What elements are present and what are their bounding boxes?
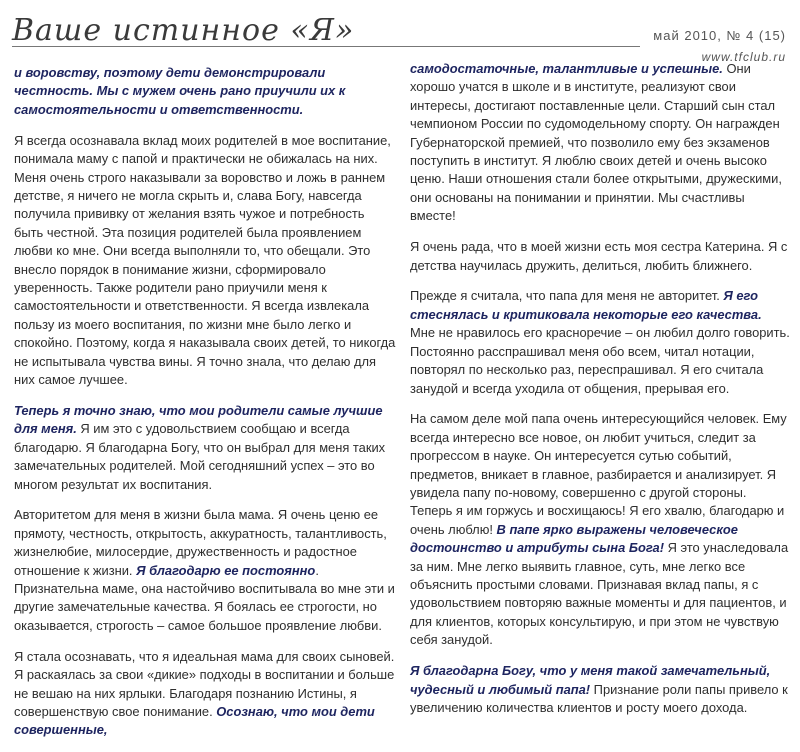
- paragraph: [14, 64, 397, 119]
- text-run: Я это унаследовала за ним. Мне легко выявить главное, суть, мне легко все объяснить простыми словами. Признавая вклад папы, я с удовольствием повторяю важные моменты и для пациентов, и для клиентов, которых консультирую, и при этом не чувствую себя занудой.: [410, 540, 789, 648]
- text-run: Я его стеснялась и критиковала некоторые его качества.: [410, 288, 762, 322]
- text-run: Они хорошо учатся в школе и в институте, реализуют свои интересы, достигают поставленные цели. Старший сын стал чемпионом России по судомодельному спорту. Он награжден Губернаторской премией, что позволило ему без экзаменов поступить в институт. Я люблю своих детей и очень высоко ценю. Наши отношения стали более открытыми, дружескими, они основаны на понимании и принятии. Мы счастливы вместе!: [410, 61, 782, 224]
- text-run: В папе ярко выражены человеческое достоинство и атрибуты сына Бога!: [410, 521, 738, 556]
- magazine-masthead: Ваше истинное «Я»: [12, 13, 355, 48]
- header-rule: [12, 46, 640, 47]
- paragraph: [410, 238, 790, 275]
- paragraph: [410, 410, 790, 649]
- text-run: Мне не нравилось его красноречие – он любил долго говорить. Постоянно расспрашивал меня обо всем, читал нотации, повторял по несколько раз, переспрашивал. Я его считала занудой и всегда уходила от общения, прерывая его.: [410, 325, 790, 396]
- text-run: Теперь я точно знаю, что мои родители самые лучшие для меня.: [14, 402, 383, 437]
- paragraph: [410, 662, 790, 717]
- paragraph: [14, 132, 397, 390]
- text-run: Я очень рада, что в моей жизни есть моя сестра Катерина. Я с детства научилась дружить, делиться, любить ближнего.: [410, 239, 788, 273]
- text-run: Я благодарю ее постоянно: [136, 562, 316, 578]
- text-run: Признание роли папы привело к увеличению количества клиентов и росту моего дохода.: [410, 681, 788, 715]
- text-run: Осознаю, что мои дети совершенные,: [14, 704, 375, 738]
- text-run: Прежде я считала, что папа для меня не авторитет.: [410, 288, 724, 304]
- text-run: На самом деле мой папа очень интересующийся человек. Ему всегда интересно все новое, он любит учиться, следит за прогрессом в науке. Он интересуется сутью событий, предметов, вникает в главное, разбирается и анализирует. Я увидела папу по-новому, совершенно с другой стороны. Теперь я им горжусь и восхищаюсь! Я его хвалю, благодарю и очень люблю!: [410, 411, 787, 537]
- paragraph: [14, 506, 397, 635]
- text-run: . Признательна маме, она настойчиво воспитывала во мне эти и другие замечательные качества. Я боялась ее строгости, но оказывается, строгость – самое большое проявление любви.: [14, 562, 395, 633]
- text-run: и воровству, поэтому дети демонстрировали честность. Мы с мужем очень рано приучили их к самостоятельности и ответственности.: [14, 65, 346, 117]
- text-run: Авторитетом для меня в жизни была мама. Я очень ценю ее прямоту, честность, открытость, аккуратность, талантливость, жизнелюбие, милосердие, дружественность и радостное отношение к жизни.: [14, 507, 387, 578]
- paragraph: [410, 60, 790, 226]
- issue-info: май 2010, № 4 (15): [653, 28, 786, 43]
- paragraph: [14, 402, 397, 494]
- text-run: самодостаточные, талантливые и успешные.: [410, 61, 723, 76]
- right-column: [410, 60, 790, 730]
- text-run: Я стала осознавать, что я идеальная мама для своих сыновей. Я раскаялась за свои «дикие» подходы в воспитании и больше не вешаю на них ярлыки. Благодаря познанию Истины, я совершенствую свое понимание.: [14, 648, 395, 719]
- website-url: www.tfclub.ru: [701, 50, 786, 64]
- text-run: Я всегда осознавала вклад моих родителей в мое воспитание, понимала маму с папой и практически не обижалась на них. Меня очень строго наказывали за воровство и ложь в раннем детстве, я ничего не могла скрыть и, слава Богу, навсегда получила прививку от желания взять чужое и потребность быть честной. Эта позиция родителей была проявлением любви ко мне. Они всегда выполняли то, что обещали. Это внесло порядок в понимание жизни, сформировало уверенность. Также родители рано приучили меня к самостоятельности и ответственности. Я всегда извлекала пользу из моего воспитания, по жизни мне было легко и спокойно. Поэтому, когда я наказывала своих детей, то никогда не испытывала чувства вины. Я точно знала, что делаю для них самое лучшее.: [14, 132, 396, 387]
- text-run: Я им это с удовольствием сообщаю и всегда благодарю. Я благодарна Богу, что он выбрал для меня таких замечательных родителей. Мой сегодняшний успех – это во многом результат их воспитания.: [14, 421, 386, 492]
- left-column: [14, 64, 397, 752]
- paragraph: [14, 648, 397, 740]
- paragraph: [410, 287, 790, 397]
- text-run: Я благодарна Богу, что у меня такой замечательный, чудесный и любимый папа!: [410, 663, 771, 697]
